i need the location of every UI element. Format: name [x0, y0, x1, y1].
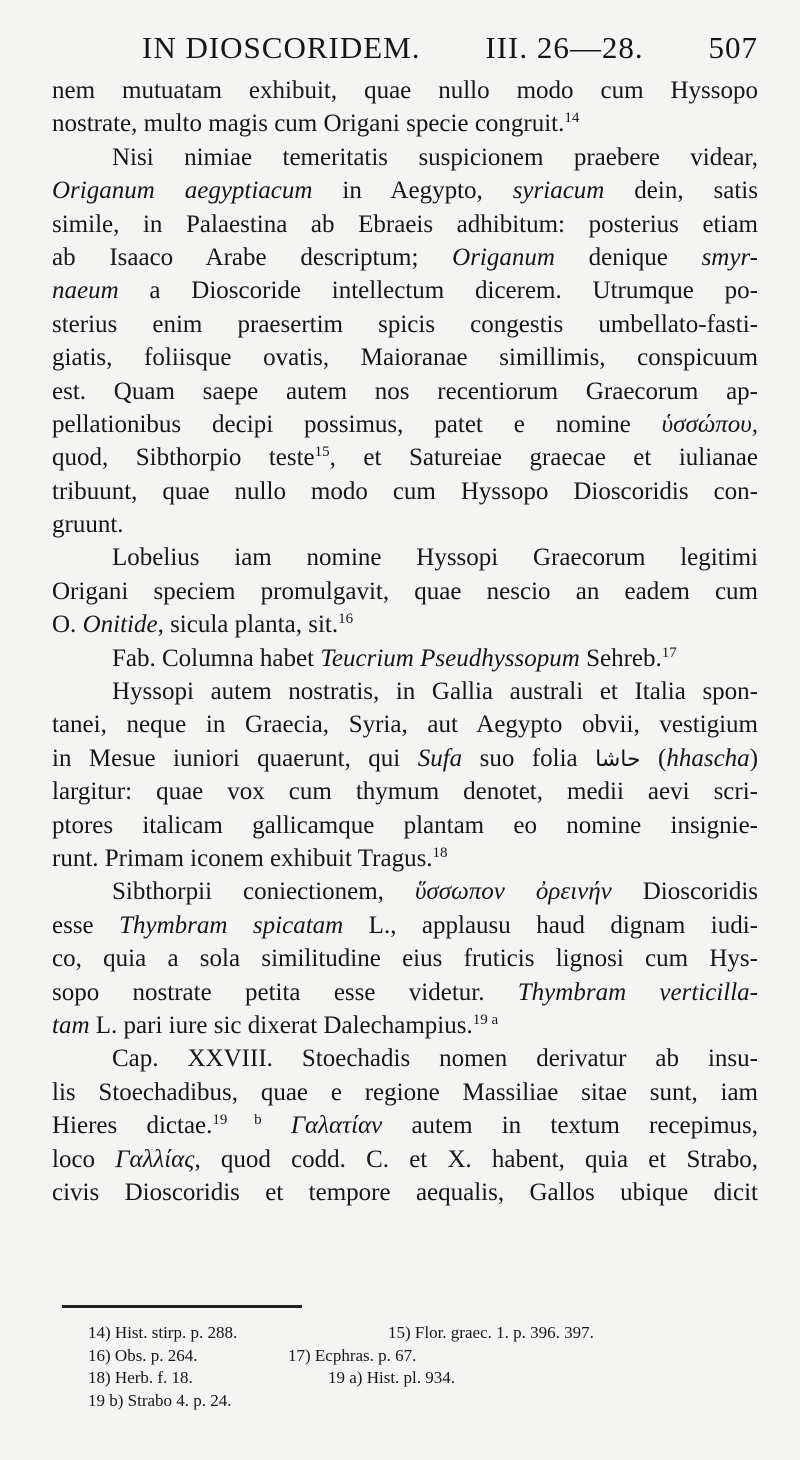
- text-line: Hyssopi autem nostratis, in Gallia australi et Italia spon-: [112, 678, 758, 706]
- text-line: sterius enim praesertim spicis congestis umbellato-fasti-: [52, 310, 758, 338]
- text-line: nostrate, multo magis cum Origani specie congruit.$^{14}$: [52, 110, 580, 138]
- text-line: Sibthorpii coniectionem, ὕσσωπον ὀρεινήν Dioscoridis: [112, 878, 758, 906]
- text-line: nem mutuatam exhibuit, quae nullo modo cum Hyssopo: [52, 77, 758, 104]
- footnote-rule: [62, 1305, 302, 1308]
- arabic-word: حاشا: [595, 746, 641, 772]
- text-line: simile, in Palaestina ab Ebraeis adhibitum: posterius etiam: [52, 210, 758, 238]
- text-line: co, quia a sola similitudine eius fruticis lignosi cum Hys-: [52, 945, 758, 973]
- footnote-row: [88, 1322, 708, 1345]
- text-line: ptores italicam gallicamque plantam eo nomine insignie-: [52, 811, 758, 839]
- footnote: 19 a) Hist. pl. 934.: [328, 1368, 456, 1387]
- text-line: largitur: quae vox cum thymum denotet, medii aevi scri-: [52, 778, 758, 806]
- text-line: tribuunt, quae nullo modo cum Hyssopo Dioscoridis con-: [52, 477, 758, 505]
- running-header: [52, 30, 758, 66]
- footnote: 17) Ecphras. p. 67.: [288, 1345, 417, 1365]
- footnote-row: [88, 1345, 708, 1368]
- text-line: lis Stoechadibus, quae e regione Massiliae sitae sunt, iam: [52, 1078, 758, 1106]
- footnote: 18) Herb. f. 18.: [88, 1368, 193, 1387]
- header-section: III. 26—28.: [485, 30, 644, 65]
- text-line: Lobelius iam nomine Hyssopi Graecorum legitimi: [112, 544, 758, 572]
- main-text: [52, 74, 758, 1209]
- footnote: 14) Hist. stirp. p. 288.: [88, 1323, 238, 1342]
- text-line: gruunt.: [52, 511, 124, 539]
- text-line: tam L. pari iure sic dixerat Dalechampius.$^{19 a}$: [52, 1011, 499, 1039]
- text-line: tanei, neque in Graecia, Syria, aut Aegypto obvii, vestigium: [52, 711, 758, 739]
- text-line: sopo nostrate petita esse videtur. Thymbram verticilla-: [52, 978, 758, 1006]
- text-line: Hieres dictae.$^{19 b}$ Γαλατίαν autem in textum recepimus,: [52, 1112, 758, 1140]
- footnote-row: [88, 1367, 708, 1390]
- text-line: Fab. Columna habet Teucrium Pseudhyssopum Sehreb.$^{17}$: [112, 644, 677, 672]
- footnote: 15) Flor. graec. 1. p. 396. 397.: [388, 1323, 594, 1342]
- header-title: IN DIOSCORIDEM.: [142, 30, 421, 65]
- footnote-row: [88, 1390, 708, 1413]
- text-line: Origanum aegyptiacum in Aegypto, syriacum dein, satis: [52, 177, 758, 205]
- footnote: 16) Obs. p. 264.: [88, 1345, 198, 1365]
- text-line: Origani speciem promulgavit, quae nescio an eadem cum: [52, 577, 758, 605]
- page-number: 507: [708, 30, 758, 65]
- text-line: giatis, foliisque ovatis, Maioranae simillimis, conspicuum: [52, 344, 758, 372]
- text-line: runt. Primam iconem exhibuit Tragus.$^{18}$: [52, 844, 448, 872]
- footnote: 19 b) Strabo 4. p. 24.: [88, 1390, 232, 1410]
- text-line: est. Quam saepe autem nos recentiorum Graecorum ap-: [52, 377, 758, 405]
- text-line: Nisi nimiae temeritatis suspicionem praebere videar,: [112, 143, 758, 171]
- text-line: civis Dioscoridis et tempore aequalis, Gallos ubique dicit: [52, 1178, 758, 1206]
- footnotes: [88, 1322, 708, 1412]
- text-line: O. Onitide, sicula planta, sit.$^{16}$: [52, 611, 354, 639]
- text-line: pellationibus decipi possimus, patet e nomine ὑσσώπου,: [52, 410, 758, 438]
- text-line: naeum a Dioscoride intellectum dicerem. Utrumque po-: [52, 277, 758, 305]
- text-line: Cap. XXVIII. Stoechadis nomen derivatur ab insu-: [112, 1045, 758, 1073]
- text-line: ab Isaaco Arabe descriptum; Origanum denique smyr-: [52, 243, 758, 271]
- text-line: esse Thymbram spicatam L., applausu haud dignam iudi-: [52, 911, 758, 939]
- text-line: in Mesue iuniori quaerunt, qui Sufa suo folia حاشا (hhascha): [52, 744, 758, 772]
- text-line: quod, Sibthorpio teste$^{15}$, et Satureiae graecae et iulianae: [52, 444, 758, 472]
- text-line: loco Γαλλίας, quod codd. C. et X. habent, quia et Strabo,: [52, 1145, 758, 1173]
